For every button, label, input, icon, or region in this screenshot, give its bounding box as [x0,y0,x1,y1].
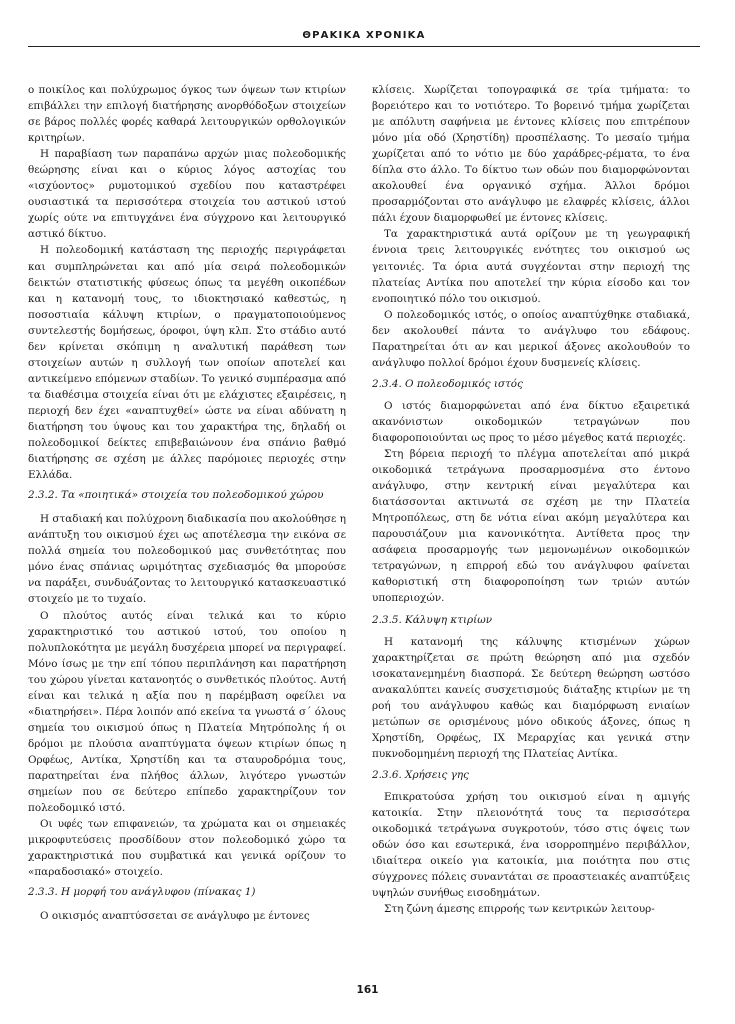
section-heading-2-3-2: 2.3.2. Τα «ποιητικά» στοιχεία του πολεοδομικού χώρου [28,489,324,502]
paragraph: Στη ζώνη άμεσης επιρροής των κεντρικών λειτουρ- [384,903,655,916]
paragraph: Ο ιστός διαμορφώνεται από ένα δίκτυο εξαιρετικά ακανόνιστων οικοδομικών τετραγώνων που διαφοροποιούνται ως προς το μέσο μέγεθος κατά περιοχές. [372,399,690,444]
paragraph: Οι υφές των επιφανειών, τα χρώματα και οι σημειακές μικροφυτεύσεις προσδίδουν στον πολεοδομικό χώρο τα χαρακτηριστικά που συμβατικά και γενικά ορίζουν το «παραδοσιακό» στοιχείο. [28,818,346,879]
paragraph: Ο οικισμός αναπτύσσεται σε ανάγλυφο με έντονες [40,910,310,923]
section-heading-2-3-6: 2.3.6. Χρήσεις γης [372,768,469,781]
paragraph: Τα χαρακτηριστικά αυτά ορίζουν με τη γεωγραφική έννοια τρεις λειτουργικές ενότητες του οικισμού ως γειτονιές. Τα όρια αυτά συγχέονται στην περιοχή της πλατείας Αντίκα που αποτελεί την κύρια είσοδο και τον ενοποιητικό πόλο του οικισμού. [372,228,690,305]
right-column [372,82,690,917]
header-rule [28,46,700,47]
paragraph: Ο πολεοδομικός ιστός, ο οποίος αναπτύχθηκε σταδιακά, δεν ακολουθεί πάντα το ανάγλυφο του εδάφους. Παρατηρείται ότι αν και μερικοί άξονες ακολουθούν το ανάγλυφο πολλοί δρόμοι έχουν δυσμενείς κλίσεις. [372,308,690,369]
paragraph: ο ποικίλος και πολύχρωμος όγκος των όψεων των κτιρίων επιβάλλει την επιλογή διατήρησης ανορθόδοξων στοιχείων σε βάρος πολλές φορές καθαρά λειτουργικών ορθολογικών κριτηρίων. [28,84,346,145]
left-column [28,82,346,924]
paragraph: κλίσεις. Χωρίζεται τοπογραφικά σε τρία τμήματα: το βορειότερο και το νοτιότερο. Το βορεινό τμήμα χωρίζεται με απόλυτη σαφήνεια με έντονες κλίσεις που επιτρέπουν μόνο μία οδό (Χρηστίδη) προσπέλασης. Το μεσαίο τμήμα χωρίζεται από το νότιο με δύο χαράδρες-ρέματα, το ένα δίπλα στο άλλο. Το δίκτυο των οδών που διαμορφώνονται ακολουθεί ένα οργανικό σχήμα. Άλλοι δρόμοι προσαρμόζονται στο ανάγλυφο με ελαφρές κλίσεις, άλλοι πάλι έχουν διαμορφωθεί με έντονες κλίσεις. [372,84,690,225]
paragraph: Ο πλούτος αυτός είναι τελικά και το κύριο χαρακτηριστικό του αστικού ιστού, του οποίου η πολυπλοκότητα με μεγάλη δυσχέρεια μπορεί να περιγραφεί. Μόνο ίσως με την επί τόπου περιπλάνηση και παρατήρηση του χώρου γίνεται κατανοητός ο συνθετικός πλούτος. Αυτή είναι και τελικά η αξία που η παρέμβαση οφείλει να «διατηρήσει». Πέρα λοιπόν από εκείνα τα γνωστά σ΄ όλους σημεία του οικισμού όπως η Πλατεία Μητρόπολης ή οι δρόμοι με πλούσια αναπτύγματα όψεων κτιρίων όπως η Ορφέως, Αντίκα, Χρηστίδη και τα σταυροδρόμια τους, παρατηρείται ένα πλήθος άλλων, λιγότερο γνωστών σημείων που σε δεύτερο επίπεδο χαρακτηρίζουν τον πολεοδομικό ιστό. [28,609,346,815]
section-heading-2-3-5: 2.3.5. Κάλυψη κτιρίων [372,613,493,626]
paragraph: Η κατανομή της κάλυψης κτισμένων χώρων χαρακτηρίζεται σε πρώτη θεώρηση από μια σχεδόν ισοκατανεμημένη διασπορά. Σε δεύτερη θεώρηση ωστόσο ανακαλύπτει κανείς συσχετισμούς διάταξης κτιρίων με τη ροή του ανάγλυφου καθώς και διαμόρφωση ενιαίων μετώπων σε ορισμένους μόνο οδικούς άξονες, όπως η Χρηστίδη, Ορφέως, ΙΧ Μεραρχίας και γενικά στην πυκνοδομημένη περιοχή της Πλατείας Αντίκα. [372,635,690,760]
running-header: ΘΡΑΚΙΚΑ ΧΡΟΝΙΚΑ [302,30,426,41]
section-heading-2-3-3: 2.3.3. Η μορφή του ανάγλυφου (πίνακας 1) [28,886,256,899]
page-number: 161 [356,984,379,996]
paragraph: Επικρατούσα χρήση του οικισμού είναι η αμιγής κατοικία. Στην πλειονότητά τους τα περισσότερα οικοδομικά τετράγωνα συγκροτούν, τόσο στις όψεις των οδών όσο και εσωτερικά, ένα ισορροπημένο περιβάλλον, ιδιαίτερα οικείο για κατοικία, μια ποιότητα που στις σύγχρονες πόλεις συναντάται σε προαστειακές αναπτύξεις υψηλών συνήθως εισοδημάτων. [372,790,690,900]
paragraph: Στη βόρεια περιοχή το πλέγμα αποτελείται από μικρά οικοδομικά τετράγωνα προσαρμοσμένα στο έντονο ανάγλυφο, στην κεντρική είναι μεγαλύτερα και διατάσσονται ακτινωτά σε σχέση με την Πλατεία Μητροπόλεως, στη δε νότια είναι ακόμη μεγαλύτερα και παρουσιάζουν μια κανονικότητα. Αντίθετα προς την ασάφεια προσαρμογής των μεμονωμένων οικοδομικών τετραγώνων, η επιρροή εδώ του ανάγλυφου φαίνεται καθοριστική στη διαφοροποίηση των τριών αυτών υποπεριοχών. [372,448,690,605]
paragraph: Η πολεοδομική κατάσταση της περιοχής περιγράφεται και συμπληρώνεται και από μία σειρά πολεοδομικών δεικτών στατιστικής φύσεως όπως τα μεγέθη οικοπέδων και η κατανομή τους, το ιδιοκτησιακό καθεστώς, η ποσοστιαία κάλυψη κτιρίων, ο πραγματοποιούμενος συντελεστής δομήσεως, όροφοι, ύψη κλπ. Στο στάδιο αυτό δεν κρίνεται σκόπιμη η αναλυτική παράθεση των στοιχείων αυτών η συλλογή των οποίων αποτελεί και αντικείμενο επόμενων σταδίων. Το γενικό συμπέρασμα από τα διαθέσιμα στοιχεία είναι ότι με ελάχιστες εξαιρέσεις, η περιοχή δεν έχει «αναπτυχθεί» ώστε να είναι αδύνατη η διατήρηση του ύψους και του χαρακτήρα της, δηλαδή οι πολεοδομικοί δείκτες επιβεβαιώνουν ένα σπάνιο βαθμό διατήρησης σε σχέση με άλλες παρόμοιες περιοχές στην Ελλάδα. [28,244,347,482]
section-heading-2-3-4: 2.3.4. Ο πολεοδομικός ιστός [372,377,523,390]
paragraph: Η σταδιακή και πολύχρονη διαδικασία που ακολούθησε η ανάπτυξη του οικισμού έχει ως αποτέλεσμα την εικόνα σε πολλά σημεία του πολεοδομικού μας συνθετότητας που μόνο ένας σπάνιας ωριμότητας σχεδιασμός θα μπορούσε να παράξει, συνδυάζοντας το λειτουργικό κατασκευαστικό στοιχείο με το τυχαίο. [28,513,346,606]
paragraph: Η παραβίαση των παραπάνω αρχών μιας πολεοδομικής θεώρησης είναι και ο κύριος λόγος αστοχίας του «ισχύοντος» ρυμοτομικού σχεδίου που καταστρέφει ουσιαστικά τα περισσότερα στοιχεία του αστικού ιστού χωρίς ούτε να επιτυγχάνει ένα σύγχρονο και λειτουργικό αστικό δίκτυο. [28,148,346,241]
